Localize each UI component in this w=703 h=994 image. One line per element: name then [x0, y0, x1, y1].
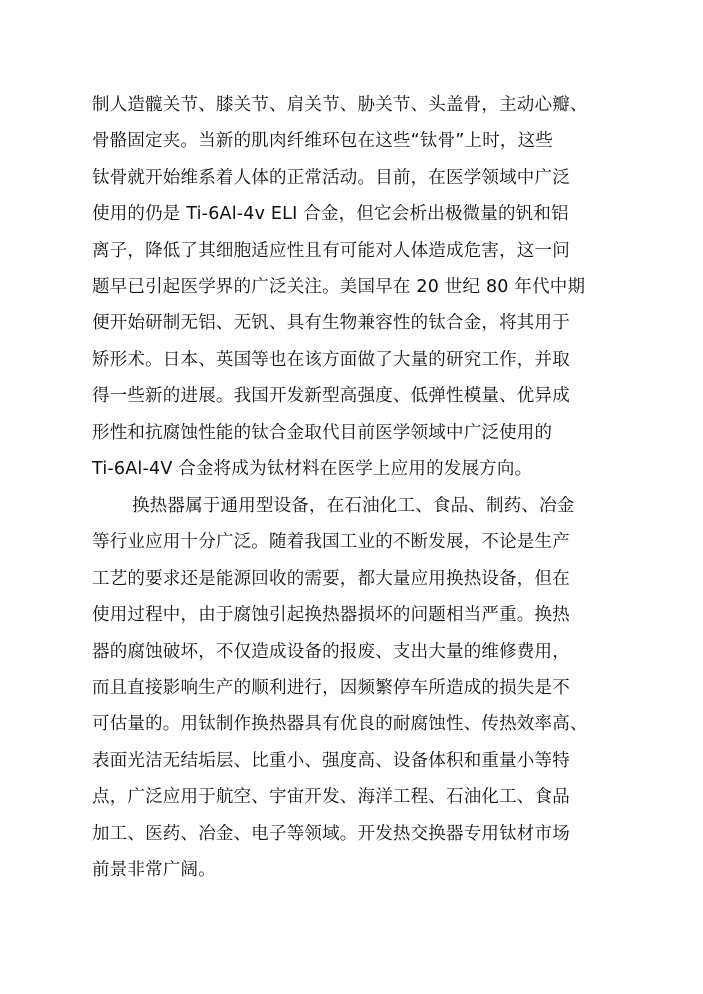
text-line: 形性和抗腐蚀性能的钛合金取代目前医学领域中广泛使用的 — [92, 423, 553, 443]
text-line: 器的腐蚀破坏，不仅造成设备的报废、支出大量的维修费用， — [92, 642, 570, 662]
text-line: 便开始研制无铝、无钒、具有生物兼容性的钛合金，将其用于 — [92, 313, 570, 333]
text-line: 点，广泛应用于航空、宇宙开发、海洋工程、石油化工、食品 — [92, 787, 570, 807]
text-line: 制人造髋关节、膝关节、肩关节、胁关节、头盖骨，主动心瓣、 — [92, 95, 588, 115]
text-line: 离子，降低了其细胞适应性且有可能对人体造成危害，这一问 — [92, 241, 570, 261]
text-line: 题早已引起医学界的广泛关注。美国早在 20 世纪 80 年代中期 — [92, 277, 586, 297]
text-line: 得一些新的进展。我国开发新型高强度、低弹性模量、优异成 — [92, 386, 570, 406]
text-line: 骨骼固定夹。当新的肌肉纤维环包在这些“钛骨”上时，这些 — [92, 131, 554, 151]
text-line: 加工、医药、冶金、电子等领域。开发热交换器专用钛材市场 — [92, 824, 570, 844]
text-line: 使用过程中，由于腐蚀引起换热器损坏的问题相当严重。换热 — [92, 605, 570, 625]
text-line: 前景非常广阔。 — [92, 860, 216, 880]
text-line: 工艺的要求还是能源回收的需要，都大量应用换热设备，但在 — [92, 569, 570, 589]
text-line: Ti-6Al-4V 合金将成为钛材料在医学上应用的发展方向。 — [92, 459, 533, 479]
text-line: 等行业应用十分广泛。随着我国工业的不断发展，不论是生产 — [92, 532, 570, 552]
text-line: 表面光洁无结垢层、比重小、强度高、设备体积和重量小等特 — [92, 751, 570, 771]
text-line: 矫形术。日本、英国等也在该方面做了大量的研究工作，并取 — [92, 350, 570, 370]
text-line: 换热器属于通用型设备，在石油化工、食品、制药、冶金 — [132, 496, 575, 516]
text-line: 可估量的。用钛制作换热器具有优良的耐腐蚀性、传热效率高、 — [92, 714, 588, 734]
text-line: 钛骨就开始维系着人体的正常活动。目前，在医学领域中广泛 — [92, 168, 570, 188]
text-line: 使用的仍是 Ti-6Al-4v ELI 合金，但它会析出极微量的钒和铝 — [92, 204, 569, 224]
text-line: 而且直接影响生产的顺利进行，因频繁停车所造成的损失是不 — [92, 678, 570, 698]
